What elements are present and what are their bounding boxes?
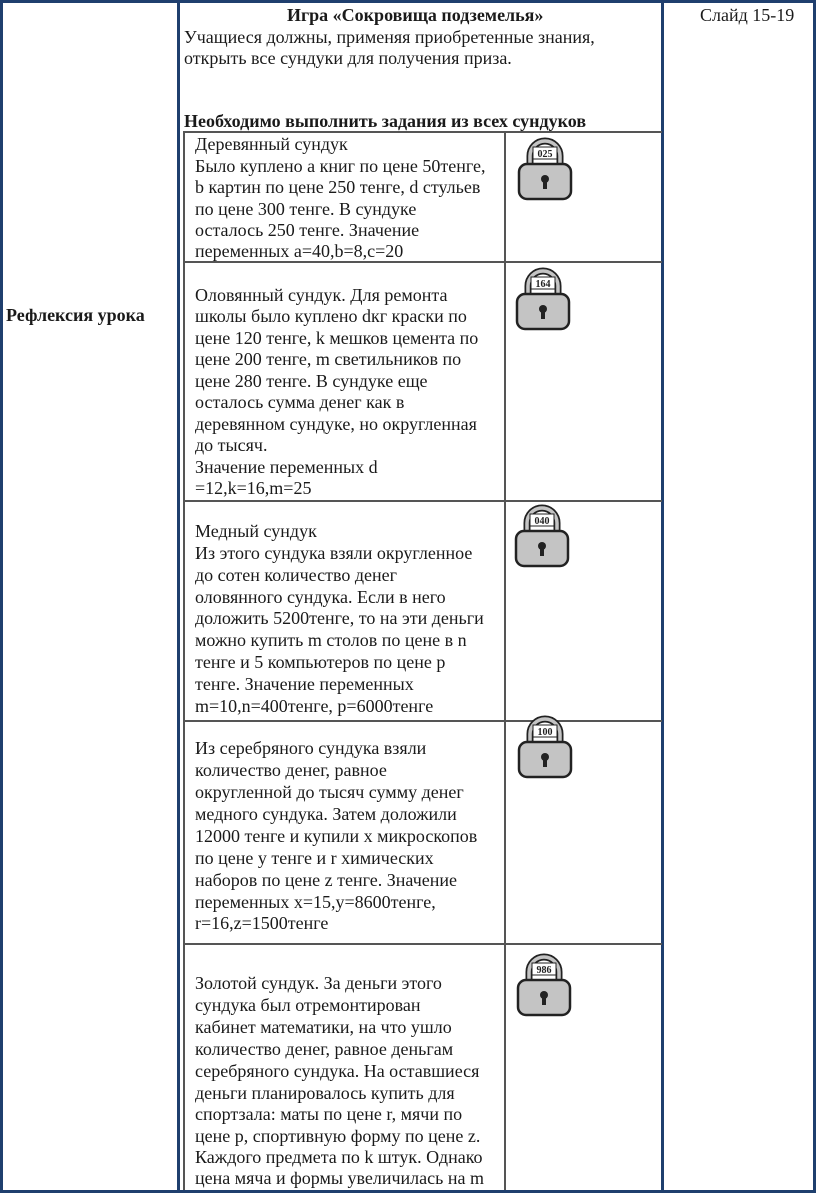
game-intro-line: Учащиеся должны, применяя приобретенные знания, [184,27,595,47]
chest-text-line: деньги планировалось купить для [195,1083,455,1103]
chest-text-line: серебряного сундука. На оставшиеся [195,1061,480,1081]
chest-text-line: количество денег, равное [195,760,387,780]
chest-text-line: наборов по цене z тенге. Значение [195,870,457,890]
column-divider-right [661,0,664,1193]
lock-code: 164 [535,279,551,290]
chest-text-line: Значение переменных d [195,457,378,477]
chest-text-line: m=10,n=400тенге, p=6000тенге [195,696,434,716]
chest-text-line: Каждого предмета по k штук. Однако [195,1147,483,1167]
lock-code: 100 [537,727,553,738]
chest-text-line: сундука был отремонтирован [195,995,421,1015]
lock-code: 986 [536,965,552,976]
chest-text-line: Деревянный сундук [195,134,348,154]
chest-text-line: Было куплено а книг по цене 50тенге, [195,156,486,176]
padlock-icon[interactable] [514,266,572,332]
chest-text-line: по цене 300 тенге. В сундуке [195,199,417,219]
column-divider-left [177,0,180,1193]
chest-table-left-border [183,131,185,1190]
chest-text-line: Медный сундук [195,521,317,541]
lesson-reflection-label: Рефлексия урока [6,305,145,325]
padlock-icon[interactable] [516,714,574,780]
chest-text-line: деревянном сундуке, но округленная [195,414,477,434]
chest-row-divider-2 [183,500,662,502]
chest-text-line: Золотой сундук. За деньги этого [195,973,442,993]
chest-text-line: по цене y тенге и r химических [195,848,434,868]
chest-text-line: медного сундука. Затем доложили [195,804,457,824]
chest-text-line: до сотен количество денег [195,565,397,585]
chest-text-line: тенге. Значение переменных [195,674,414,694]
chest-text-line: b картин по цене 250 тенге, d стульев [195,177,481,197]
chest-text-line: оловянного сундука. Если в него [195,587,446,607]
padlock-icon[interactable] [515,952,573,1018]
table-bottom-border [0,1190,816,1193]
game-title: Игра «Сокровища подземелья» [287,5,544,25]
chest-row-divider-4 [183,943,662,945]
chest-text-line: количество денег, равное деньгам [195,1039,454,1059]
game-instruction: Необходимо выполнить задания из всех сундуков [184,111,587,131]
chest-text-line: Оловянный сундук. Для ремонта [195,285,448,305]
chest-text-line: цена мяча и формы увеличилась на m [195,1168,484,1188]
chest-text-line: тенге и 5 компьютеров по цене p [195,652,446,672]
chest-text-line: цене p, спортивную форму по цене z. [195,1126,481,1146]
chest-text-line: r=16,z=1500тенге [195,913,329,933]
chest-text-line: школы было куплено dкг краски по [195,306,467,326]
lock-code: 025 [537,149,553,160]
chest-text-line: цене 280 тенге. В сундуке еще [195,371,428,391]
chest-column-divider [504,131,506,1190]
chest-text-line: можно купить m столов по цене в n [195,630,467,650]
chest-text-line: округленной до тысяч сумму денег [195,782,464,802]
chest-text-line: переменных x=15,y=8600тенге, [195,892,436,912]
chest-text-line: =12,k=16,m=25 [195,478,312,498]
chest-text-line: доложить 5200тенге, то на эти деньги [195,608,484,628]
chest-text-line: цене 200 тенге, m светильников по [195,349,462,369]
game-intro-line: открыть все сундуки для получения приза. [184,48,512,68]
table-top-border [0,0,816,3]
chest-text-line: спортзала: маты по цене r, мячи по [195,1104,463,1124]
chest-text-line: Из серебряного сундука взяли [195,738,427,758]
chest-text-line: осталось сумма денег как в [195,392,405,412]
chest-text-line: Из этого сундука взяли округленное [195,543,473,563]
chest-text-line: 12000 тенге и купили x микроскопов [195,826,478,846]
chest-row-divider-3 [183,720,662,722]
table-left-border [0,0,3,1193]
lock-code: 040 [534,516,550,527]
chest-text-line: цене 120 тенге, k мешков цемента по [195,328,479,348]
chest-text-line: до тысяч. [195,435,268,455]
chest-text-line: переменных a=40,b=8,c=20 [195,241,404,261]
chest-text-line: осталось 250 тенге. Значение [195,220,420,240]
slide-range-label: Слайд 15-19 [700,5,795,25]
padlock-icon[interactable] [513,503,571,569]
chest-text-line: кабинет математики, на что ушло [195,1017,452,1037]
padlock-icon[interactable] [516,136,574,202]
